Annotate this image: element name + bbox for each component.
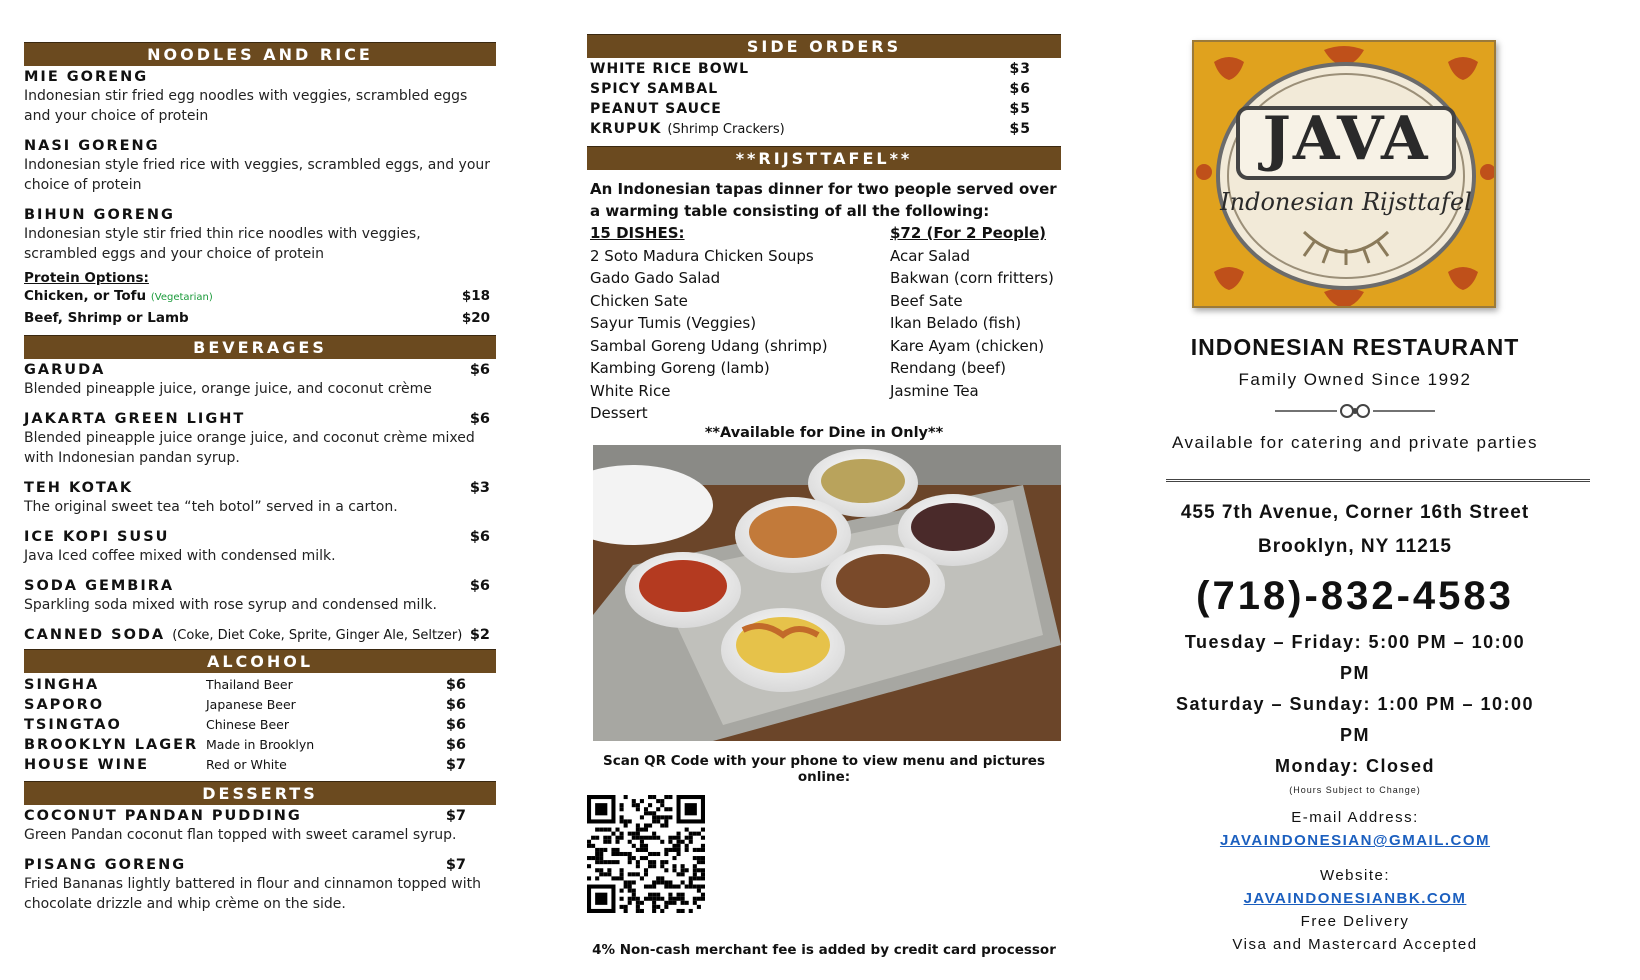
side-name: SPICY SAMBAL	[590, 81, 719, 97]
menu-item	[24, 207, 496, 264]
dish-item: Bakwan (corn fritters)	[890, 269, 1054, 287]
hours-weekday: Tuesday – Friday: 5:00 PM – 10:00 PM	[1184, 632, 1526, 683]
address-city: Brooklyn, NY 11215	[1257, 536, 1453, 557]
menu-item	[24, 362, 496, 399]
protein-price: $18	[461, 288, 490, 304]
java-logo	[1192, 40, 1496, 308]
dish-item: Rendang (beef)	[890, 359, 1006, 377]
drink-price: $6	[445, 697, 466, 713]
item-description: Indonesian stir fried egg noodles with veggies, scrambled eggs and your choice of protein	[24, 88, 468, 124]
menu-item	[24, 857, 496, 914]
family-owned-line: Family Owned Since 1992	[1238, 370, 1472, 389]
item-name: JAKARTA GREEN LIGHT	[24, 411, 246, 427]
drink-name: HOUSE WINE	[24, 757, 150, 773]
double-rule-divider	[1166, 479, 1590, 482]
qr-code[interactable]	[587, 795, 705, 913]
item-price: $7	[445, 857, 466, 873]
dishes-count-heading: 15 DISHES:	[590, 224, 685, 242]
menu-item	[24, 808, 496, 845]
menu-item	[24, 69, 496, 126]
rijsttafel-section-header: **RIJSTTAFEL**	[587, 146, 1061, 170]
side-order-row	[587, 119, 1061, 140]
item-description: Indonesian style fried rice with veggies, scrambled eggs, and your choice of protein	[24, 157, 491, 193]
item-price: $6	[469, 578, 490, 594]
item-price: $7	[445, 808, 466, 824]
dish-item: Kare Ayam (chicken)	[890, 336, 1045, 355]
drink-type: Made in Brooklyn	[206, 737, 315, 752]
protein-options-label: Protein Options:	[24, 270, 149, 286]
logo-artwork	[1194, 42, 1496, 308]
side-order-row	[587, 59, 1061, 79]
item-price: $3	[469, 480, 490, 496]
divider-ornament	[1275, 400, 1435, 422]
email-link[interactable]: JAVAINDONESIAN@GMAIL.COM	[1219, 832, 1491, 849]
drink-price: $6	[445, 717, 466, 733]
rijsttafel-intro: An Indonesian tapas dinner for two people served over a warming table consisting of all the following:	[590, 180, 1057, 220]
item-name: MIE GORENG	[24, 69, 149, 85]
drink-type: Chinese Beer	[206, 717, 290, 732]
item-aside: (Coke, Diet Coke, Sprite, Ginger Ale, Seltzer)	[172, 628, 463, 643]
alcohol-row	[24, 735, 496, 755]
drink-type: Thailand Beer	[206, 677, 293, 692]
drink-price: $6	[445, 737, 466, 753]
item-name: GARUDA	[24, 362, 106, 378]
dine-in-note: **Available for Dine in Only**	[704, 424, 944, 441]
item-name: PISANG GORENG	[24, 857, 187, 873]
menu-item	[24, 627, 496, 643]
dish-item: Acar Salad	[890, 246, 970, 265]
website-label: Website:	[1319, 867, 1391, 884]
side-order-row	[587, 79, 1061, 99]
phone-number[interactable]: (718)-832-4583	[1196, 574, 1514, 618]
food-photo-illustration	[593, 445, 1061, 741]
side-aside: (Shrimp Crackers)	[667, 122, 785, 137]
item-description: Green Pandan coconut flan topped with sweet caramel syrup.	[24, 827, 457, 843]
drink-name: SINGHA	[24, 677, 100, 693]
item-description: Java Iced coffee mixed with condensed milk.	[24, 548, 336, 564]
dish-item: Kambing Goreng (lamb)	[590, 359, 770, 377]
logo-wordmark: JAVA	[1262, 104, 1430, 174]
protein-name: Beef, Shrimp or Lamb	[24, 310, 189, 326]
menu-item	[24, 480, 496, 517]
drink-name: BROOKLYN LAGER	[24, 737, 199, 753]
item-description: Indonesian style stir fried thin rice noodles with veggies, scrambled eggs and your choice of protein	[24, 226, 421, 262]
desserts-section-header: DESSERTS	[24, 781, 496, 805]
protein-option	[24, 286, 496, 308]
middle-menu-column	[587, 34, 1061, 958]
drink-type: Japanese Beer	[206, 697, 296, 712]
item-price: $6	[469, 411, 490, 427]
beverages-section-header: BEVERAGES	[24, 335, 496, 359]
restaurant-info-column	[1170, 40, 1600, 953]
side-name: PEANUT SAUCE	[590, 101, 722, 117]
item-price: $2	[469, 627, 490, 643]
item-description: Blended pineapple juice orange juice, and coconut crème mixed with Indonesian pandan syrup.	[24, 430, 475, 466]
item-name: TEH KOTAK	[24, 480, 134, 496]
item-description: Sparkling soda mixed with rose syrup and condensed milk.	[24, 597, 437, 613]
item-price: $6	[469, 362, 490, 378]
dish-item: Beef Sate	[890, 291, 963, 310]
dish-item: Sayur Tumis (Veggies)	[590, 314, 757, 332]
alcohol-row	[24, 695, 496, 715]
dish-item: Chicken Sate	[590, 291, 688, 310]
drink-name: SAPORO	[24, 697, 105, 713]
hours-weekend: Saturday – Sunday: 1:00 PM – 10:00 PM	[1175, 694, 1535, 745]
item-price: $6	[469, 529, 490, 545]
address-street: 455 7th Avenue, Corner 16th Street	[1180, 502, 1530, 523]
dish-item: 2 Soto Madura Chicken Soups	[590, 246, 814, 265]
side-order-row	[587, 99, 1061, 119]
dish-item: Dessert	[590, 404, 648, 422]
side-price: $5	[1009, 121, 1031, 137]
alcohol-row	[24, 755, 496, 775]
menu-item	[24, 529, 496, 566]
alcohol-row	[24, 675, 496, 695]
protein-name: Chicken, or Tofu	[24, 288, 147, 304]
email-label: E-mail Address:	[1291, 809, 1419, 826]
dish-item: White Rice	[590, 381, 671, 400]
item-description: Blended pineapple juice, orange juice, and coconut crème	[24, 381, 432, 397]
rijsttafel-price-heading: $72 (For 2 People)	[890, 224, 1046, 242]
logo-tagline: Indonesian Rijsttafel	[1220, 188, 1472, 216]
dish-item: Gado Gado Salad	[590, 269, 721, 287]
item-name: BIHUN GORENG	[24, 207, 175, 223]
item-name: ICE KOPI SUSU	[24, 529, 170, 545]
side-orders-section-header: SIDE ORDERS	[587, 34, 1061, 58]
delivery-note: Free Delivery	[1300, 913, 1410, 930]
item-description: The original sweet tea “teh botol” served in a carton.	[24, 499, 398, 515]
noodles-section-header: NOODLES AND RICE	[24, 42, 496, 66]
protein-price: $20	[461, 310, 490, 326]
menu-item	[24, 411, 496, 468]
drink-type: Red or White	[206, 757, 287, 772]
menu-item	[24, 138, 496, 195]
menu-item	[24, 578, 496, 615]
catering-note: Available for catering and private parties	[1171, 433, 1539, 452]
dish-item: Sambal Goreng Udang (shrimp)	[590, 336, 828, 355]
side-name: WHITE RICE BOWL	[590, 61, 749, 77]
side-price: $3	[1009, 61, 1031, 77]
card-fee-note: 4% Non-cash merchant fee is added by credit card processor	[592, 941, 1056, 958]
item-name: SODA GEMBIRA	[24, 578, 175, 594]
item-name: COCONUT PANDAN PUDDING	[24, 808, 302, 824]
drink-price: $7	[445, 757, 466, 773]
restaurant-type-heading: INDONESIAN RESTAURANT	[1190, 334, 1520, 360]
side-price: $5	[1009, 101, 1031, 117]
website-link[interactable]: JAVAINDONESIANBK.COM	[1243, 890, 1467, 907]
left-menu-column	[24, 42, 496, 914]
dish-item: Ikan Belado (fish)	[890, 314, 1022, 332]
protein-option	[24, 308, 496, 328]
qr-code-instruction: Scan QR Code with your phone to view menu and pictures online:	[603, 752, 1045, 785]
hours-note: (Hours Subject to Change)	[1289, 785, 1421, 795]
item-name: CANNED SODA	[24, 627, 166, 643]
item-description: Fried Bananas lightly battered in flour and cinnamon topped with chocolate drizzle and whip crème on the side.	[24, 876, 481, 912]
rijsttafel-dishes	[590, 222, 1061, 425]
alcohol-section-header: ALCOHOL	[24, 649, 496, 673]
rijsttafel-photo	[593, 445, 1061, 741]
vegetarian-note: (Vegetarian)	[150, 292, 213, 303]
hours-monday: Monday: Closed	[1274, 756, 1435, 776]
drink-price: $6	[445, 677, 466, 693]
item-name: NASI GORENG	[24, 138, 160, 154]
side-price: $6	[1009, 81, 1031, 97]
payment-note: Visa and Mastercard Accepted	[1232, 936, 1478, 953]
side-name: KRUPUK	[590, 121, 662, 137]
drink-name: TSINGTAO	[24, 717, 122, 733]
alcohol-row	[24, 715, 496, 735]
dish-item: Jasmine Tea	[890, 381, 979, 400]
